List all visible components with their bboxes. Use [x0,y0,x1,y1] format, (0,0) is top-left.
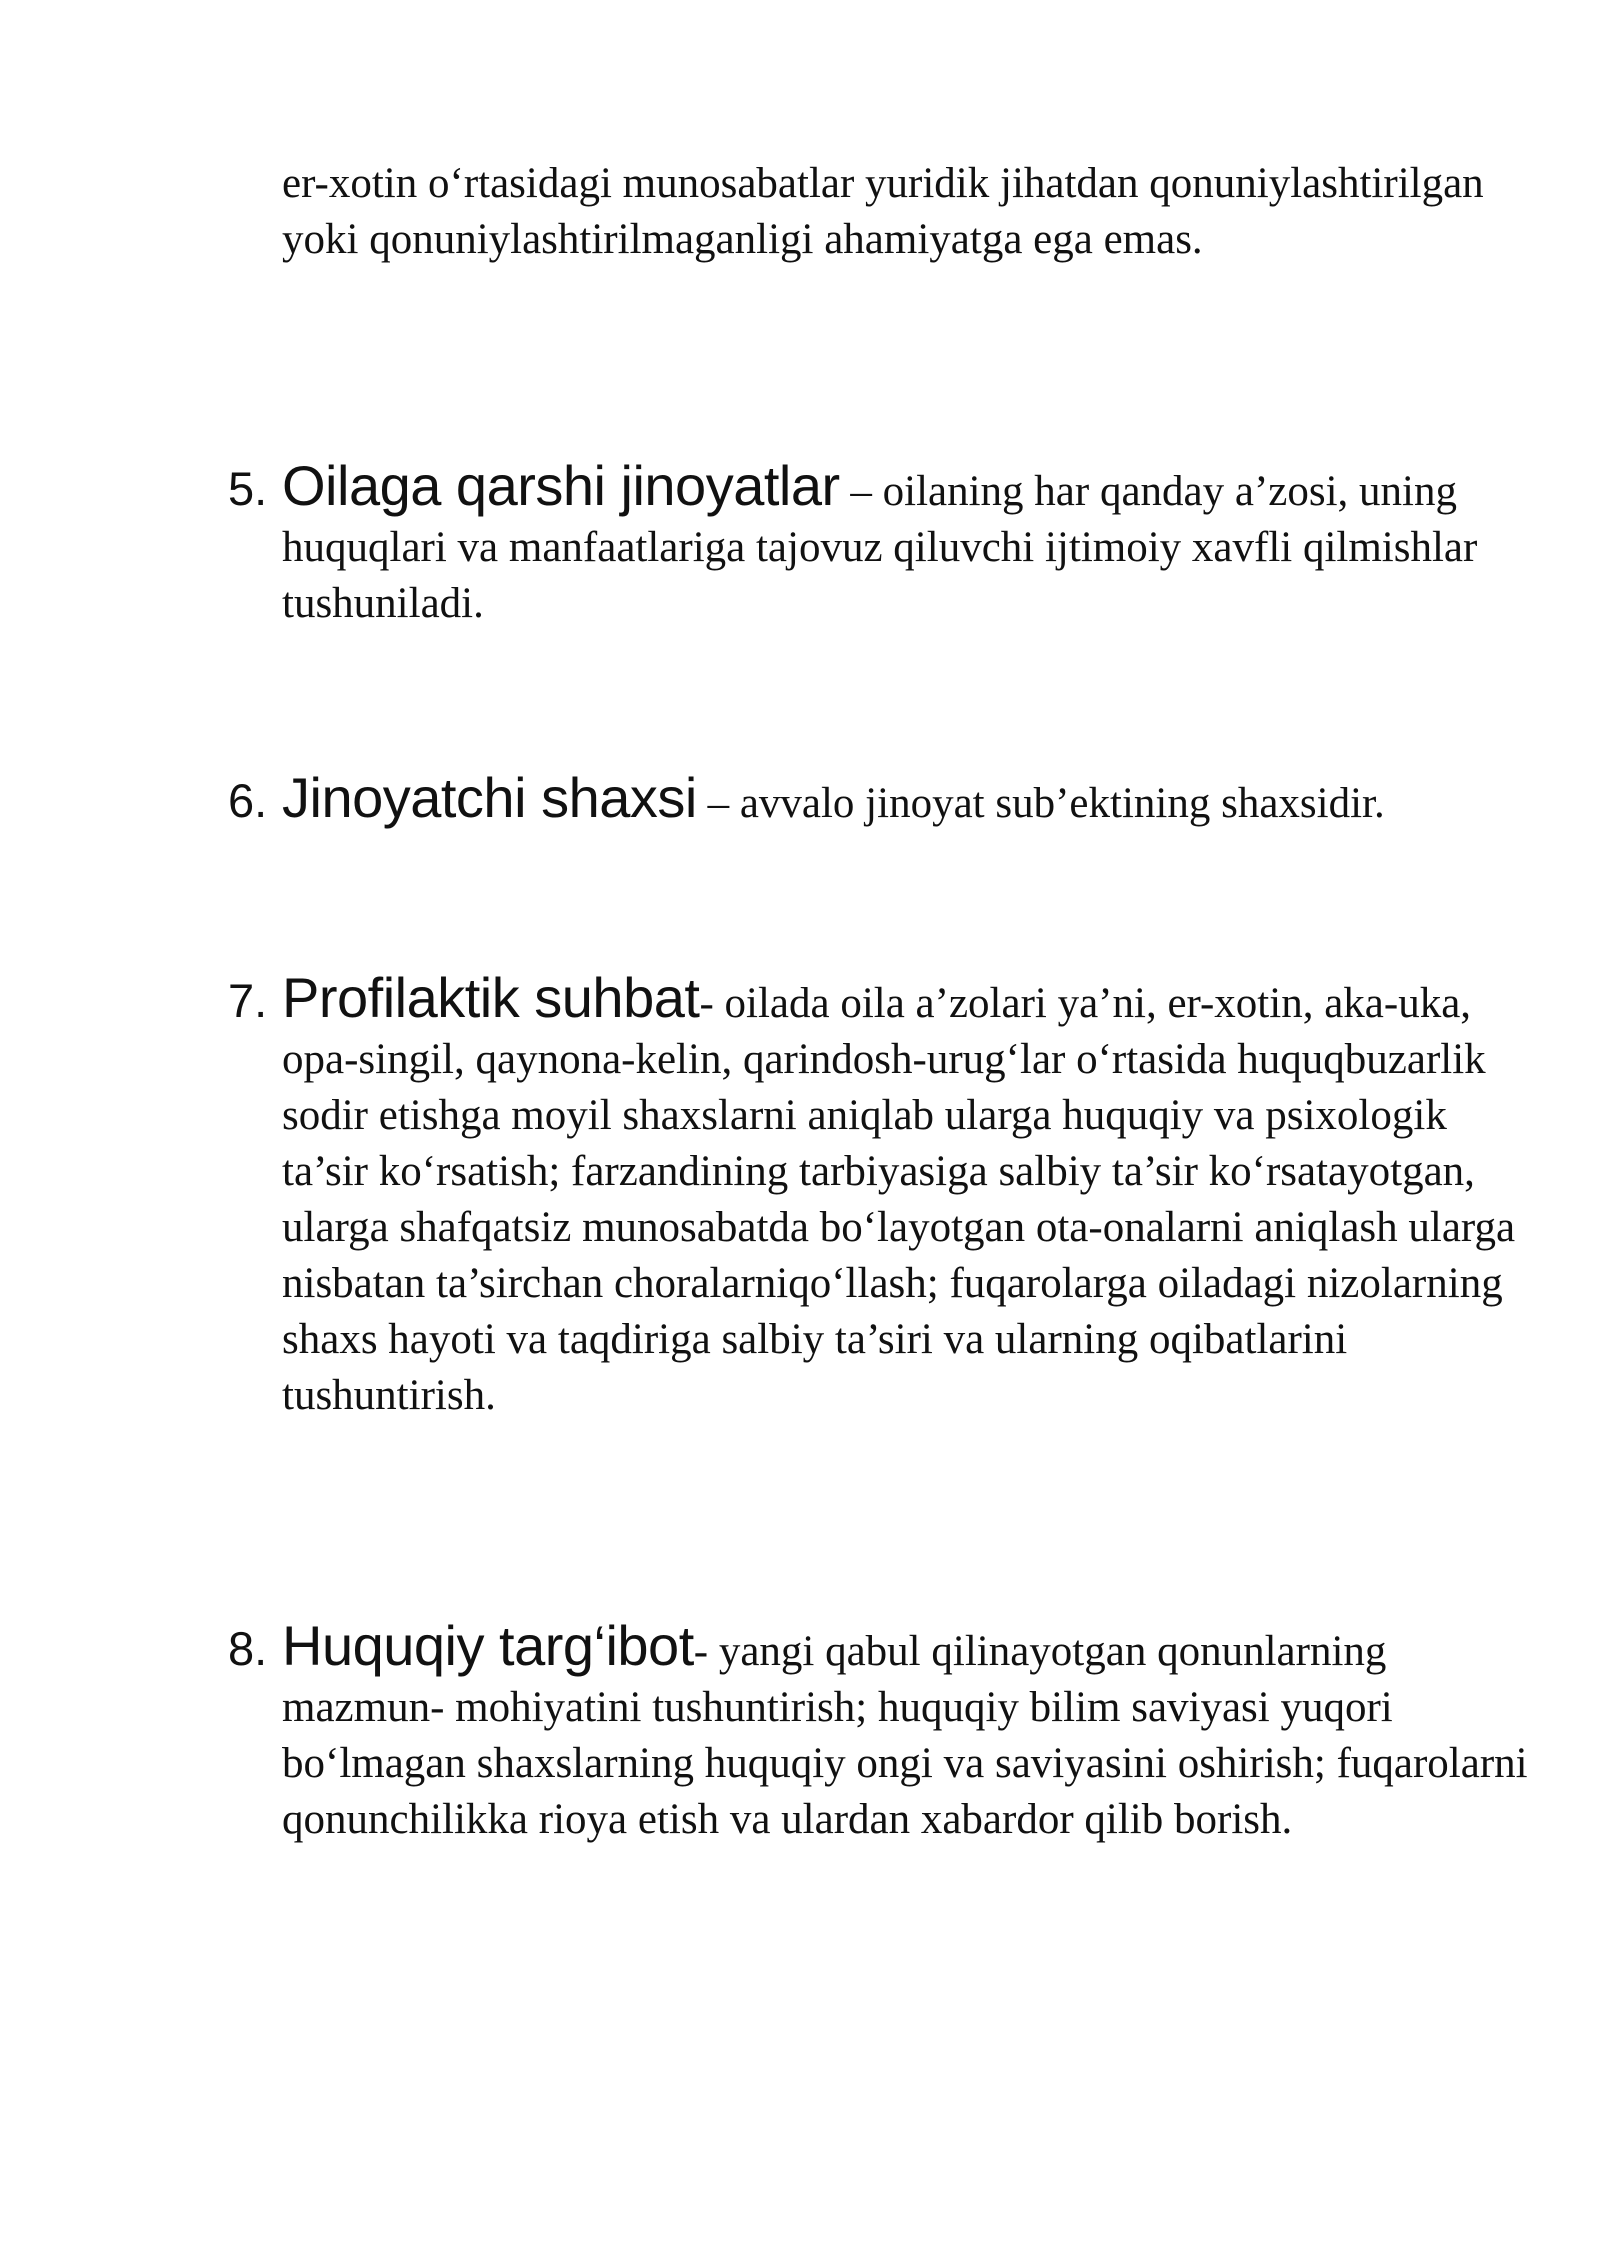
item-term: Oilaga qarshi jinoyatlar [282,454,840,517]
item-term: Jinoyatchi shaxsi [282,766,697,829]
item-number: 7. [228,974,268,1027]
item-definition: - oilada oila a’zolari ya’ni, er-xotin, aka-uka, opa-singil, qaynona-kelin, qarindosh-urug‘lar o‘rtasida huquqbuzarlik sodir etishga moyil shaxslarni aniqlab ularga huquqiy va psixologik ta’sir ko‘rsatish; farzandining tarbiyasiga salbiy ta’sir ko‘rsatayotgan, ularga shafqatsiz munosabatda bo‘layotgan ota-onalarni aniqlash ularga nisbatan ta’sirchan choralarniqo‘llash; fuqarolarga oiladagi nizolarning shaxs hayoti va taqdiriga salbiy ta’siri va ularning oqibatlarini tushuntirish. [282,980,1516,1419]
item-definition: – oilaning har qanday a’zosi, uning huquqlari va manfaatlariga tajovuz qiluvchi ijtimoiy xavfli qilmishlar tushuniladi. [282,468,1478,627]
item-body [282,966,1528,1424]
definition-item-7 [228,966,1528,1424]
item-term: Profilaktik suhbat [282,966,700,1029]
item-definition: - yangi qabul qilinayotgan qonunlarning mazmun- mohiyatini tushuntirish; huquqiy bilim saviyasi yuqori bo‘lmagan shaxslarning huquqiy ongi va saviyasini oshirish; fuqarolarni qonunchilikka rioya etish va ulardan xabardor qilib borish. [282,1628,1528,1843]
item-number: 8. [228,1622,268,1675]
item-number: 5. [228,462,268,515]
definition-item-6 [228,766,1528,832]
item-body [282,1614,1528,1848]
item-number: 6. [228,774,268,827]
definition-item-8 [228,1614,1528,1848]
item-term: Huquqiy targ‘ibot [282,1614,694,1677]
item-body [282,766,1528,832]
continuation-paragraph: er-xotin o‘rtasidagi munosabatlar yuridik jihatdan qonuniylashtirilgan yoki qonuniylashtirilmaganligi ahamiyatga ega emas. [282,160,1484,263]
item-definition: – avvalo jinoyat sub’ektining shaxsidir. [696,780,1385,827]
item-body [282,454,1528,632]
definition-item-5 [228,454,1528,632]
